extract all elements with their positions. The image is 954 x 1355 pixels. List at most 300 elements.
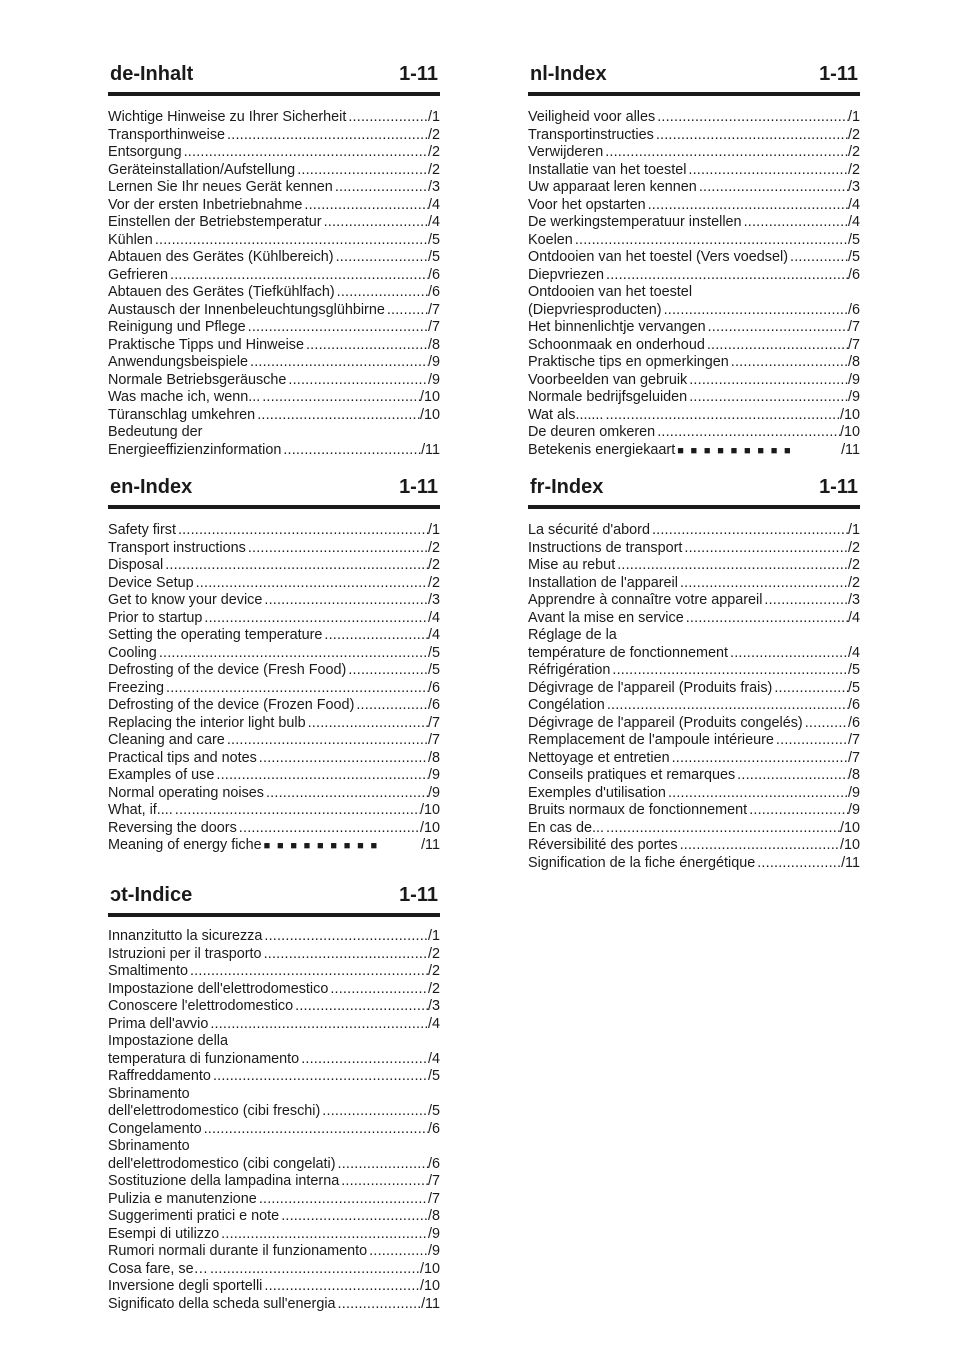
toc-entry-title: En cas de... bbox=[528, 819, 604, 836]
leader-dots bbox=[295, 998, 428, 1016]
toc-entry bbox=[528, 837, 860, 855]
leader-dots bbox=[227, 732, 428, 750]
toc-entry-title: Replacing the interior light bulb bbox=[108, 714, 306, 731]
leader-dots bbox=[648, 197, 848, 215]
toc-entry-page: /6 bbox=[427, 679, 440, 696]
toc-section-nl bbox=[528, 62, 860, 460]
toc-entry-title: Energieeffizienzinformation bbox=[108, 441, 282, 458]
toc-entry-page: /9 bbox=[847, 389, 860, 405]
toc-entry bbox=[528, 627, 860, 645]
toc-entry bbox=[528, 767, 860, 785]
toc-entry-page: /9 bbox=[427, 784, 440, 801]
leader-dots bbox=[668, 785, 848, 803]
toc-entry-page: /5 bbox=[427, 662, 440, 678]
toc-entry-page: /2 bbox=[427, 557, 440, 573]
toc-entry-page: /5 bbox=[847, 679, 860, 696]
toc-entry-title: Koelen bbox=[528, 231, 573, 248]
leader-dots bbox=[657, 109, 848, 127]
toc-entry-title: température de fonctionnement bbox=[528, 644, 728, 661]
toc-entry bbox=[108, 1051, 440, 1069]
toc-entry-page: /10 bbox=[419, 802, 440, 818]
toc-entry-title: Installation de l'appareil bbox=[528, 574, 678, 591]
toc-entry bbox=[108, 1191, 440, 1209]
toc-section-en bbox=[108, 475, 440, 856]
leader-dots bbox=[338, 1296, 422, 1314]
leader-dots bbox=[264, 592, 428, 610]
toc-entry-page: /5 bbox=[847, 231, 860, 248]
leader-dots bbox=[248, 319, 428, 337]
toc-entry bbox=[108, 680, 440, 698]
toc-entry bbox=[108, 179, 440, 197]
toc-entry-page: /3 bbox=[427, 998, 440, 1014]
toc-entry bbox=[108, 998, 440, 1016]
toc-entry-page: /4 bbox=[847, 609, 860, 626]
toc-entry-title: Mise au rebut bbox=[528, 557, 616, 573]
toc-entry bbox=[528, 680, 860, 698]
leader-dots bbox=[612, 662, 848, 680]
toc-entry bbox=[528, 575, 860, 593]
leader-dots bbox=[159, 645, 428, 663]
leader-dots bbox=[166, 680, 428, 698]
toc-entry-title: Impostazione della bbox=[108, 1033, 228, 1049]
toc-entry-page: /9 bbox=[847, 784, 860, 801]
toc-entry-page: /5 bbox=[427, 1068, 440, 1084]
leader-dots bbox=[617, 557, 848, 575]
toc-entry-title: La sécurité d'abord bbox=[528, 522, 650, 538]
toc-entry-title: Impostazione dell'elettrodomestico bbox=[108, 980, 329, 997]
toc-entry-title: Raffreddamento bbox=[108, 1068, 211, 1084]
toc-entry-page: /7 bbox=[427, 732, 440, 748]
toc-list bbox=[108, 109, 440, 459]
leader-dots bbox=[170, 267, 428, 285]
leader-dots bbox=[301, 1051, 428, 1069]
toc-entry-title: Avant la mise en service bbox=[528, 609, 684, 626]
toc-entry bbox=[528, 802, 860, 820]
toc-entry bbox=[108, 767, 440, 785]
toc-entry-page: /10 bbox=[839, 819, 860, 836]
toc-entry-title: Ontdooien van het toestel (Vers voedsel) bbox=[528, 249, 788, 265]
toc-entry-title: Bruits normaux de fonctionnement bbox=[528, 802, 748, 818]
toc-section-fr bbox=[528, 475, 860, 872]
toc-entry bbox=[108, 214, 440, 232]
toc-entry-title: De werkingstemperatuur instellen bbox=[528, 214, 742, 230]
leader-dots bbox=[606, 820, 840, 838]
leader-dots bbox=[737, 767, 848, 785]
toc-entry-title: Transport instructions bbox=[108, 539, 246, 556]
leader-dots bbox=[689, 389, 848, 407]
toc-entry bbox=[108, 424, 440, 442]
toc-entry bbox=[108, 389, 440, 407]
leader-dots bbox=[155, 232, 428, 250]
toc-entry-title: Reversing the doors bbox=[108, 819, 237, 836]
toc-list bbox=[108, 928, 440, 1313]
toc-entry-title: Smaltimento bbox=[108, 963, 188, 979]
leader-dots bbox=[178, 522, 428, 540]
toc-entry bbox=[108, 1138, 440, 1156]
toc-entry-title: Device Setup bbox=[108, 574, 194, 591]
toc-entry-page: /5 bbox=[847, 249, 860, 265]
toc-entry-title: Practical tips and notes bbox=[108, 749, 257, 766]
toc-entry-title: Gefrieren bbox=[108, 266, 168, 283]
toc-entry-page: /2 bbox=[427, 126, 440, 143]
toc-entry-title: Réversibilité des portes bbox=[528, 837, 678, 853]
toc-entry-title: Transportinstructies bbox=[528, 126, 654, 143]
toc-entry-page: /4 bbox=[427, 196, 440, 213]
toc-entry bbox=[108, 1068, 440, 1086]
leader-dots bbox=[250, 354, 428, 372]
toc-entry bbox=[528, 645, 860, 663]
toc-entry bbox=[108, 109, 440, 127]
toc-entry-title: Veiligheid voor alles bbox=[528, 109, 656, 125]
toc-entry-title: Instructions de transport bbox=[528, 539, 683, 556]
toc-entry-title: Reinigung und Pflege bbox=[108, 319, 246, 335]
toc-entry bbox=[108, 1121, 440, 1139]
leader-dots bbox=[264, 928, 428, 946]
toc-entry-title: Nettoyage et entretien bbox=[528, 749, 670, 766]
toc-entry bbox=[108, 354, 440, 372]
toc-entry-page: /6 bbox=[847, 697, 860, 713]
toc-entry bbox=[108, 302, 440, 320]
toc-entry-page: /2 bbox=[427, 161, 440, 178]
toc-entry-page: /2 bbox=[847, 574, 860, 591]
toc-entry bbox=[108, 1016, 440, 1034]
toc-entry bbox=[528, 109, 860, 127]
leader-dots bbox=[175, 802, 420, 820]
toc-entry-page: /4 bbox=[427, 609, 440, 626]
toc-entry-page: /8 bbox=[847, 767, 860, 783]
toc-list bbox=[108, 522, 440, 856]
toc-entry-title: Cooling bbox=[108, 644, 157, 661]
toc-entry bbox=[528, 337, 860, 355]
toc-entry-title: Austausch der Innenbeleuchtungsglühbirne bbox=[108, 301, 385, 318]
toc-entry bbox=[108, 575, 440, 593]
toc-entry-page: /6 bbox=[847, 266, 860, 283]
toc-entry bbox=[108, 249, 440, 267]
toc-entry bbox=[108, 802, 440, 820]
toc-entry bbox=[108, 522, 440, 540]
section-page-range: 1-11 bbox=[399, 476, 438, 498]
toc-entry-title: Get to know your device bbox=[108, 592, 263, 608]
toc-entry-title: Praktische tips en opmerkingen bbox=[528, 354, 729, 370]
leader-dots bbox=[262, 389, 420, 407]
toc-entry-page: /2 bbox=[847, 161, 860, 178]
toc-entry-page: /2 bbox=[847, 144, 860, 160]
toc-entry-page: /7 bbox=[427, 301, 440, 318]
toc-entry-page: /8 bbox=[427, 1208, 440, 1224]
leader-dots bbox=[306, 337, 428, 355]
toc-entry bbox=[528, 197, 860, 215]
leader-dots bbox=[264, 1278, 420, 1296]
leader-dots bbox=[204, 1121, 428, 1139]
toc-entry-page: /10 bbox=[839, 406, 860, 423]
toc-entry-title: Significato della scheda sull'energia bbox=[108, 1295, 336, 1312]
toc-entry bbox=[108, 928, 440, 946]
toc-entry bbox=[108, 1261, 440, 1279]
leader-dots bbox=[776, 732, 848, 750]
toc-entry-title: Geräteinstallation/Aufstellung bbox=[108, 161, 296, 178]
toc-entry bbox=[108, 837, 440, 856]
toc-entry-page: /7 bbox=[427, 1190, 440, 1207]
toc-entry bbox=[528, 249, 860, 267]
leader-dots bbox=[281, 1208, 428, 1226]
toc-entry-title: Defrosting of the device (Frozen Food) bbox=[108, 697, 355, 713]
toc-entry bbox=[528, 302, 860, 320]
toc-entry bbox=[108, 197, 440, 215]
toc-entry-title: Conseils pratiques et remarques bbox=[528, 767, 736, 783]
toc-entry bbox=[528, 820, 860, 838]
leader-dots bbox=[297, 162, 428, 180]
toc-entry-title: Dégivrage de l'appareil (Produits congelés) bbox=[528, 714, 803, 731]
toc-entry-page: /4 bbox=[847, 214, 860, 230]
toc-entry-title: Sostituzione della lampadina interna bbox=[108, 1173, 340, 1189]
toc-entry bbox=[108, 319, 440, 337]
toc-entry-page: /6 bbox=[427, 1120, 440, 1137]
toc-entry-title: Pulizia e manutenzione bbox=[108, 1190, 257, 1207]
toc-entry-page: /5 bbox=[427, 644, 440, 661]
toc-entry-title: Innanzitutto la sicurezza bbox=[108, 928, 263, 944]
toc-entry-title: Disposal bbox=[108, 557, 164, 573]
toc-entry-page: /11 bbox=[841, 854, 860, 871]
leader-dots bbox=[699, 179, 848, 197]
toc-entry-title: Inversione degli sportelli bbox=[108, 1278, 263, 1294]
toc-entry-page: /2 bbox=[427, 945, 440, 962]
leader-dots bbox=[304, 197, 428, 215]
leader-dots bbox=[749, 802, 848, 820]
toc-entry bbox=[108, 1296, 440, 1314]
toc-entry-title: Normal operating noises bbox=[108, 784, 264, 801]
leader-dots bbox=[387, 302, 428, 320]
toc-entry bbox=[108, 127, 440, 145]
toc-entry-title: (Diepvriesproducten) bbox=[528, 301, 662, 318]
leader-dots bbox=[322, 1103, 428, 1121]
toc-entry-page: /10 bbox=[419, 819, 440, 836]
toc-entry bbox=[108, 1278, 440, 1296]
leader-dots bbox=[680, 837, 840, 855]
toc-entry-title: Sbrinamento bbox=[108, 1138, 190, 1154]
leader-dots bbox=[606, 267, 848, 285]
leader-dots bbox=[264, 946, 428, 964]
toc-entry-page: /7 bbox=[427, 714, 440, 731]
leader-dots bbox=[656, 127, 848, 145]
leader-dots bbox=[356, 697, 428, 715]
toc-entry-page: /6 bbox=[427, 266, 440, 283]
toc-entry-title: Installatie van het toestel bbox=[528, 161, 687, 178]
toc-entry bbox=[108, 662, 440, 680]
toc-entry-title: Einstellen der Betriebstemperatur bbox=[108, 214, 322, 230]
leader-dots bbox=[216, 767, 428, 785]
toc-entry-title: Exemples d'utilisation bbox=[528, 784, 666, 801]
toc-entry-page: /4 bbox=[847, 644, 860, 661]
toc-entry-page: /8 bbox=[427, 336, 440, 353]
toc-entry bbox=[528, 319, 860, 337]
toc-entry-title: Réfrigération bbox=[528, 662, 611, 678]
leader-dots bbox=[190, 963, 428, 981]
toc-entry-title: Normale Betriebsgeräusche bbox=[108, 371, 287, 388]
toc-list bbox=[528, 522, 860, 872]
leader-dots bbox=[204, 610, 428, 628]
toc-entry-title: Examples of use bbox=[108, 767, 215, 783]
toc-entry-page: /11 bbox=[421, 1295, 440, 1312]
toc-entry bbox=[528, 127, 860, 145]
leader-dots bbox=[283, 442, 421, 460]
toc-entry-page: /2 bbox=[847, 557, 860, 573]
leader-dots bbox=[764, 592, 848, 610]
toc-entry-page: /7 bbox=[847, 732, 860, 748]
toc-entry bbox=[528, 354, 860, 372]
toc-entry-title: temperatura di funzionamento bbox=[108, 1050, 300, 1067]
toc-entry-page: /7 bbox=[427, 319, 440, 335]
toc-entry bbox=[528, 610, 860, 628]
leader-dots bbox=[213, 1068, 428, 1086]
toc-entry-page: /10 bbox=[419, 389, 440, 405]
leader-dots bbox=[575, 232, 848, 250]
toc-entry-title: Het binnenlichtje vervangen bbox=[528, 319, 706, 335]
leader-dots bbox=[607, 697, 848, 715]
toc-entry bbox=[528, 855, 860, 873]
toc-entry-title: Praktische Tipps und Hinweise bbox=[108, 336, 304, 353]
toc-entry bbox=[528, 372, 860, 390]
toc-entry bbox=[108, 337, 440, 355]
toc-entry-page: /4 bbox=[847, 196, 860, 213]
toc-entry-title: Congelamento bbox=[108, 1120, 202, 1137]
leader-dots bbox=[221, 1226, 428, 1244]
section-title: nl-Index bbox=[530, 63, 607, 85]
toc-entry-page: /1 bbox=[847, 109, 860, 125]
leader-dots bbox=[757, 855, 841, 873]
toc-entry bbox=[108, 627, 440, 645]
toc-entry-title: Cleaning and care bbox=[108, 732, 225, 748]
leader-dots bbox=[652, 522, 848, 540]
leader-dots bbox=[248, 540, 428, 558]
leader-squares bbox=[677, 442, 841, 461]
toc-entry-page: /8 bbox=[427, 749, 440, 766]
leader-dots bbox=[605, 407, 840, 425]
toc-entry-page: /2 bbox=[427, 144, 440, 160]
toc-entry-page: /4 bbox=[427, 214, 440, 230]
leader-dots bbox=[324, 627, 428, 645]
toc-entry-title: dell'elettrodomestico (cibi freschi) bbox=[108, 1103, 321, 1119]
toc-entry-page: /5 bbox=[427, 249, 440, 265]
toc-entry-title: Vor der ersten Inbetriebnahme bbox=[108, 196, 303, 213]
leader-dots bbox=[730, 645, 848, 663]
toc-entry-title: Türanschlag umkehren bbox=[108, 406, 256, 423]
leader-dots bbox=[686, 610, 848, 628]
toc-entry-page: /3 bbox=[427, 179, 440, 195]
leader-dots bbox=[196, 575, 428, 593]
toc-entry bbox=[108, 963, 440, 981]
toc-entry-page: /11 bbox=[421, 837, 440, 853]
toc-entry-title: Entsorgung bbox=[108, 144, 182, 160]
leader-dots bbox=[335, 179, 428, 197]
leader-dots bbox=[680, 575, 848, 593]
leader-dots bbox=[165, 557, 428, 575]
toc-entry-title: Safety first bbox=[108, 522, 176, 538]
toc-entry bbox=[108, 442, 440, 460]
leader-dots bbox=[664, 302, 848, 320]
toc-entry-title: Voor het opstarten bbox=[528, 196, 646, 213]
toc-entry-page: /7 bbox=[847, 336, 860, 353]
section-page-range: 1-11 bbox=[819, 476, 858, 498]
toc-entry-title: De deuren omkeren bbox=[528, 424, 656, 440]
leader-dots bbox=[338, 1156, 428, 1174]
toc-entry-page: /11 bbox=[421, 441, 440, 458]
leader-dots bbox=[707, 337, 848, 355]
section-page-range: 1-11 bbox=[399, 884, 438, 906]
toc-entry bbox=[108, 946, 440, 964]
leader-dots bbox=[672, 750, 848, 768]
section-header bbox=[108, 475, 440, 509]
leader-dots bbox=[744, 214, 848, 232]
toc-entry bbox=[108, 1173, 440, 1191]
leader-dots bbox=[369, 1243, 428, 1261]
toc-entry-title: Lernen Sie Ihr neues Gerät kennen bbox=[108, 179, 333, 195]
toc-entry bbox=[108, 1033, 440, 1051]
toc-entry bbox=[108, 1156, 440, 1174]
leader-dots bbox=[210, 1016, 428, 1034]
toc-section-de bbox=[108, 62, 440, 459]
toc-entry bbox=[528, 144, 860, 162]
toc-entry-title: Signification de la fiche énergétique bbox=[528, 854, 756, 871]
toc-entry bbox=[528, 732, 860, 750]
leader-dots bbox=[657, 424, 840, 442]
toc-entry-title: Suggerimenti pratici e note bbox=[108, 1208, 280, 1224]
toc-entry bbox=[528, 267, 860, 285]
toc-entry-title: Was mache ich, wenn... bbox=[108, 389, 261, 405]
toc-entry-title: Istruzioni per il trasporto bbox=[108, 945, 262, 962]
toc-entry-title: Wichtige Hinweise zu Ihrer Sicherheit bbox=[108, 109, 347, 125]
toc-entry-page: /3 bbox=[427, 592, 440, 608]
toc-entry bbox=[528, 662, 860, 680]
toc-entry-title: Remplacement de l'ampoule intérieure bbox=[528, 732, 774, 748]
toc-entry bbox=[108, 645, 440, 663]
toc-entry-page: /6 bbox=[847, 301, 860, 318]
leader-dots bbox=[259, 750, 428, 768]
section-page-range: 1-11 bbox=[819, 63, 858, 85]
toc-entry bbox=[528, 214, 860, 232]
toc-entry-page: /1 bbox=[427, 109, 440, 125]
leader-dots bbox=[257, 407, 420, 425]
section-header bbox=[108, 883, 440, 917]
leader-squares bbox=[264, 837, 421, 856]
leader-dots bbox=[288, 372, 428, 390]
toc-entry bbox=[108, 372, 440, 390]
leader-dots bbox=[774, 680, 848, 698]
toc-entry-title: Freezing bbox=[108, 679, 164, 696]
toc-entry-title: Congélation bbox=[528, 697, 605, 713]
toc-entry bbox=[528, 715, 860, 733]
leader-dots bbox=[684, 540, 848, 558]
toc-entry-page: /9 bbox=[847, 371, 860, 388]
toc-entry-title: Réglage de la bbox=[528, 627, 617, 643]
toc-entry-title: Betekenis energiekaart bbox=[528, 441, 676, 458]
toc-entry-page: /9 bbox=[427, 1243, 440, 1259]
toc-entry-page: /10 bbox=[839, 837, 860, 853]
leader-dots bbox=[688, 162, 848, 180]
toc-entry bbox=[528, 540, 860, 558]
toc-entry bbox=[108, 697, 440, 715]
toc-entry-title: Conoscere l'elettrodomestico bbox=[108, 998, 294, 1014]
toc-entry bbox=[528, 750, 860, 768]
toc-entry bbox=[108, 407, 440, 425]
toc-entry-title: Cosa fare, se… bbox=[108, 1260, 208, 1277]
toc-entry bbox=[528, 697, 860, 715]
leader-dots bbox=[210, 1261, 420, 1279]
toc-list bbox=[528, 109, 860, 460]
toc-entry-title: Anwendungsbeispiele bbox=[108, 354, 249, 370]
section-header bbox=[528, 475, 860, 509]
toc-entry bbox=[108, 1208, 440, 1226]
toc-entry-title: Kühlen bbox=[108, 231, 153, 248]
